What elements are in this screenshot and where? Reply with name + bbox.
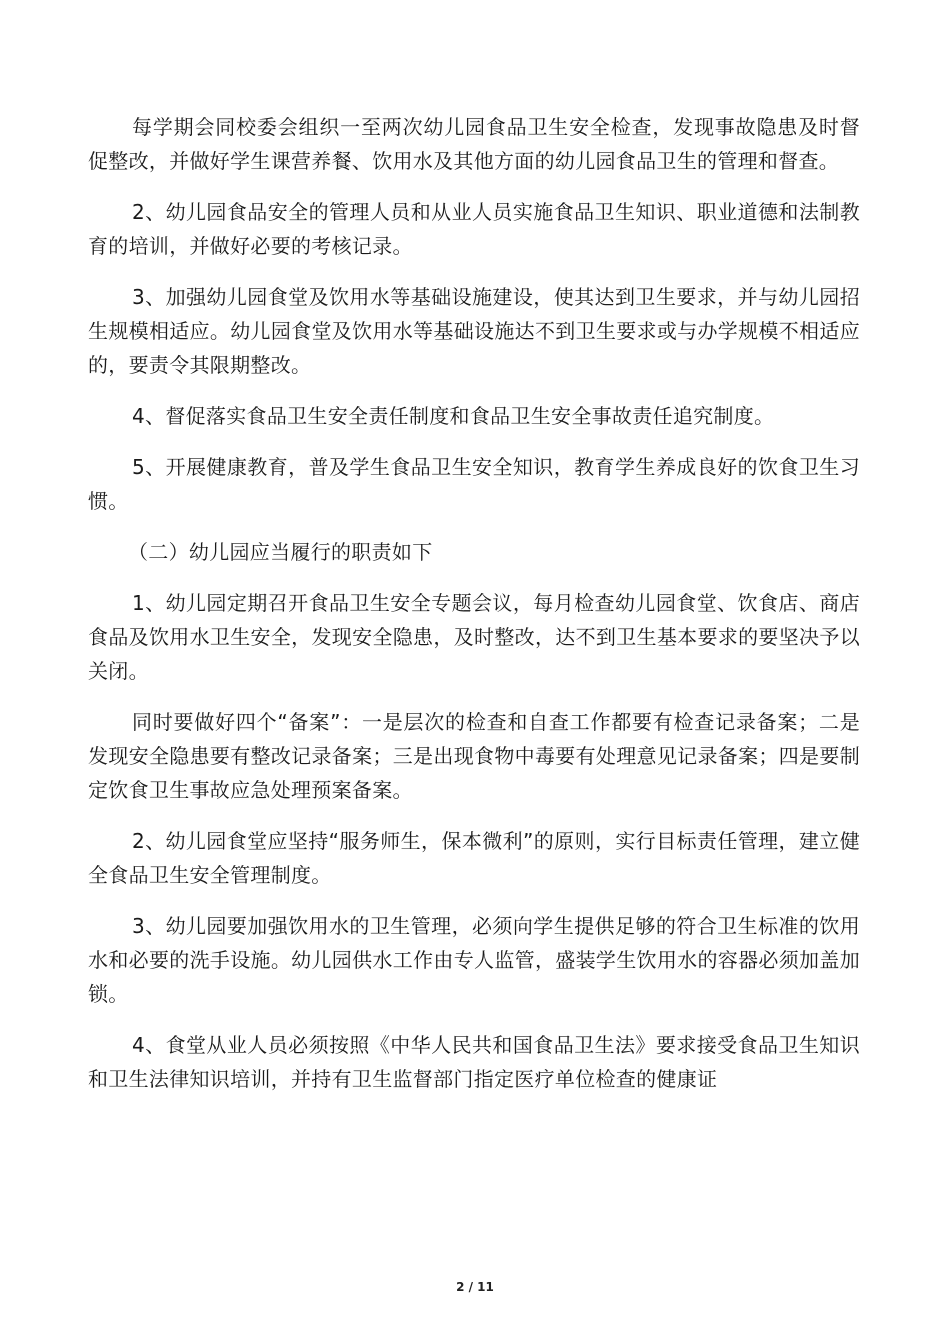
paragraph-duty-2-canteen: 2、幼儿园食堂应坚持“服务师生，保本微利”的原则，实行目标责任管理，建立健全食品卫生安全管理制度。 [88, 829, 860, 887]
section-heading-kindergarten-duties: （二）幼儿园应当履行的职责如下 [128, 540, 433, 564]
paragraph-item-4-responsibility: 4、督促落实食品卫生安全责任制度和食品卫生安全事故责任追究制度。 [132, 404, 775, 428]
document-body [88, 110, 860, 1113]
paragraph-item-2-training: 2、幼儿园食品安全的管理人员和从业人员实施食品卫生知识、职业道德和法制教育的培训，并做好必要的考核记录。 [88, 200, 860, 258]
paragraph-inspection: 每学期会同校委会组织一至两次幼儿园食品卫生安全检查，发现事故隐患及时督促整改，并做好学生课营养餐、饮用水及其他方面的幼儿园食品卫生的管理和督查。 [88, 115, 860, 173]
paragraph-item-5-health-education: 5、开展健康教育，普及学生食品卫生安全知识，教育学生养成良好的饮食卫生习惯。 [88, 455, 860, 513]
paragraph-duty-1-meetings: 1、幼儿园定期召开食品卫生安全专题会议，每月检查幼儿园食堂、饮食店、商店食品及饮用水卫生安全，发现安全隐患，及时整改，达不到卫生基本要求的要坚决予以关闭。 [88, 591, 860, 683]
paragraph-duty-4-staff-training: 4、食堂从业人员必须按照《中华人民共和国食品卫生法》要求接受食品卫生知识和卫生法律知识培训，并持有卫生监督部门指定医疗单位检查的健康证 [88, 1033, 860, 1091]
page-number: 2 / 11 [456, 1280, 494, 1294]
paragraph-four-records: 同时要做好四个“备案”：一是层次的检查和自查工作都要有检查记录备案；二是发现安全隐患要有整改记录备案；三是出现食物中毒要有处理意见记录备案；四是要制定饮食卫生事故应急处理预案备案。 [88, 710, 860, 802]
paragraph-item-3-facilities: 3、加强幼儿园食堂及饮用水等基础设施建设，使其达到卫生要求，并与幼儿园招生规模相适应。幼儿园食堂及饮用水等基础设施达不到卫生要求或与办学规模不相适应的，要责令其限期整改。 [88, 285, 860, 377]
paragraph-duty-3-water: 3、幼儿园要加强饮用水的卫生管理，必须向学生提供足够的符合卫生标准的饮用水和必要的洗手设施。幼儿园供水工作由专人监管，盛装学生饮用水的容器必须加盖加锁。 [88, 914, 860, 1006]
